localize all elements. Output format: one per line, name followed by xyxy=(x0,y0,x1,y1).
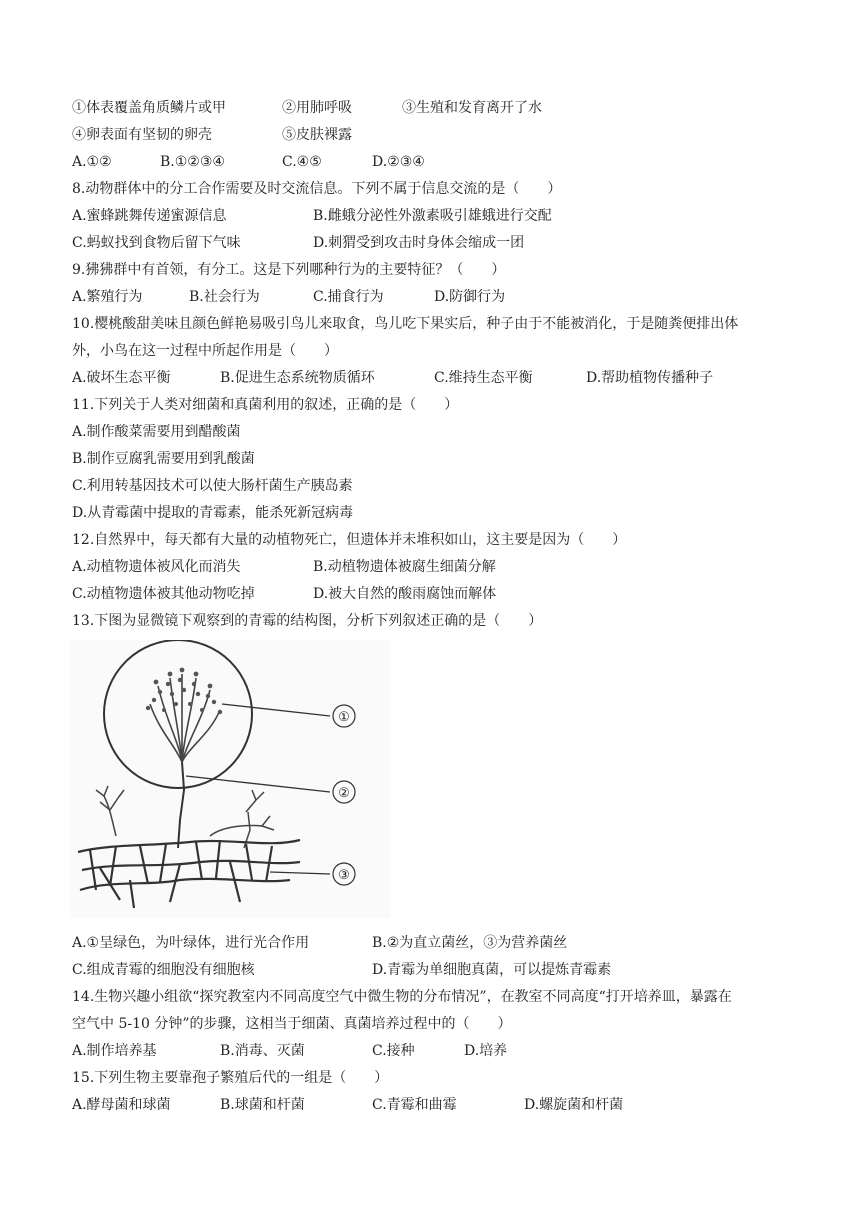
q7-item-5: ⑤皮肤裸露 xyxy=(282,127,352,143)
figure-label-3: ③ xyxy=(338,868,350,883)
q12-option-c[interactable]: C.动植物遗体被其他动物吃掉 xyxy=(72,586,255,602)
q12-option-a[interactable]: A.动植物遗体被风化而消失 xyxy=(72,559,241,575)
q10-option-a[interactable]: A.破坏生态平衡 xyxy=(72,370,171,386)
q12-option-b[interactable]: B.动植物遗体被腐生细菌分解 xyxy=(313,559,496,575)
q7-option-b[interactable]: B.①②③④ xyxy=(160,154,225,170)
q12-stem: 12.自然界中，每天都有大量的动植物死亡，但遗体并未堆积如山，这主要是因为（ ） xyxy=(72,532,627,548)
q15-option-a[interactable]: A.酵母菌和球菌 xyxy=(72,1097,171,1113)
q7-item-1: ①体表覆盖角质鳞片或甲 xyxy=(72,100,226,116)
q10-option-c[interactable]: C.维持生态平衡 xyxy=(434,370,533,386)
q11-option-a[interactable]: A.制作酸菜需要用到醋酸菌 xyxy=(72,424,241,440)
q15-option-d[interactable]: D.螺旋菌和杆菌 xyxy=(524,1097,624,1113)
q10-option-d[interactable]: D.帮助植物传播种子 xyxy=(586,370,714,386)
q10-option-b[interactable]: B.促进生态系统物质循环 xyxy=(220,370,375,386)
q7-option-c[interactable]: C.④⑤ xyxy=(282,154,322,170)
q9-option-a[interactable]: A.繁殖行为 xyxy=(72,289,143,305)
q15-option-b[interactable]: B.球菌和杆菌 xyxy=(220,1097,305,1113)
q11-option-c[interactable]: C.利用转基因技术可以使大肠杆菌生产胰岛素 xyxy=(72,478,353,494)
q10-stem-line2: 外，小鸟在这一过程中所起作用是（ ） xyxy=(72,343,338,359)
q15-option-c[interactable]: C.青霉和曲霉 xyxy=(372,1097,457,1113)
q13-option-a[interactable]: A.①呈绿色，为叶绿体，进行光合作用 xyxy=(72,935,310,951)
q9-stem: 9.狒狒群中有首领，有分工。这是下列哪种行为的主要特征？（ ） xyxy=(72,262,506,278)
q14-option-b[interactable]: B.消毒、灭菌 xyxy=(220,1043,305,1059)
q8-option-d[interactable]: D.刺猬受到攻击时身体会缩成一团 xyxy=(313,235,525,251)
penicillium-figure xyxy=(70,640,390,918)
q7-item-2: ②用肺呼吸 xyxy=(282,100,352,116)
q12-option-d[interactable]: D.被大自然的酸雨腐蚀而解体 xyxy=(313,586,497,602)
penicillium-diagram xyxy=(70,640,390,918)
q13-option-d[interactable]: D.青霉为单细胞真菌，可以提炼青霉素 xyxy=(372,962,612,978)
q9-option-c[interactable]: C.捕食行为 xyxy=(313,289,384,305)
q11-option-d[interactable]: D.从青霉菌中提取的青霉素，能杀死新冠病毒 xyxy=(72,505,354,521)
q8-option-c[interactable]: C.蚂蚁找到食物后留下气味 xyxy=(72,235,241,251)
q11-option-b[interactable]: B.制作豆腐乳需要用到乳酸菌 xyxy=(72,451,255,467)
q8-option-b[interactable]: B.雌蛾分泌性外激素吸引雄蛾进行交配 xyxy=(313,208,552,224)
q7-option-a[interactable]: A.①② xyxy=(72,154,112,170)
q13-stem: 13.下图为显微镜下观察到的青霉的结构图，分析下列叙述正确的是（ ） xyxy=(72,613,543,629)
q13-option-c[interactable]: C.组成青霉的细胞没有细胞核 xyxy=(72,962,255,978)
q15-stem: 15.下列生物主要靠孢子繁殖后代的一组是（ ） xyxy=(72,1070,389,1086)
q14-stem-line2: 空气中 5-10 分钟”的步骤，这相当于细菌、真菌培养过程中的（ ） xyxy=(72,1016,512,1032)
q10-stem-line1: 10.樱桃酸甜美味且颜色鲜艳易吸引鸟儿来取食，鸟儿吃下果实后，种子由于不能被消化，于是随粪便排出体 xyxy=(72,316,739,332)
figure-label-1: ① xyxy=(338,710,350,725)
q7-option-d[interactable]: D.②③④ xyxy=(372,154,425,170)
q9-option-b[interactable]: B.社会行为 xyxy=(189,289,260,305)
q14-option-a[interactable]: A.制作培养基 xyxy=(72,1043,157,1059)
figure-label-2: ② xyxy=(338,786,350,801)
q9-option-d[interactable]: D.防御行为 xyxy=(434,289,506,305)
q11-stem: 11.下列关于人类对细菌和真菌利用的叙述，正确的是（ ） xyxy=(72,397,459,413)
q14-option-d[interactable]: D.培养 xyxy=(464,1043,508,1059)
q8-stem: 8.动物群体中的分工合作需要及时交流信息。下列不属于信息交流的是（ ） xyxy=(72,181,562,197)
q14-option-c[interactable]: C.接种 xyxy=(372,1043,415,1059)
q7-item-4: ④卵表面有坚韧的卵壳 xyxy=(72,127,212,143)
q7-item-3: ③生殖和发育离开了水 xyxy=(402,100,542,116)
q14-stem-line1: 14.生物兴趣小组欲“探究教室内不同高度空气中微生物的分布情况”，在教室不同高度“打开培养皿，暴露在 xyxy=(72,989,732,1005)
q13-option-b[interactable]: B.②为直立菌丝，③为营养菌丝 xyxy=(372,935,568,951)
q8-option-a[interactable]: A.蜜蜂跳舞传递蜜源信息 xyxy=(72,208,227,224)
